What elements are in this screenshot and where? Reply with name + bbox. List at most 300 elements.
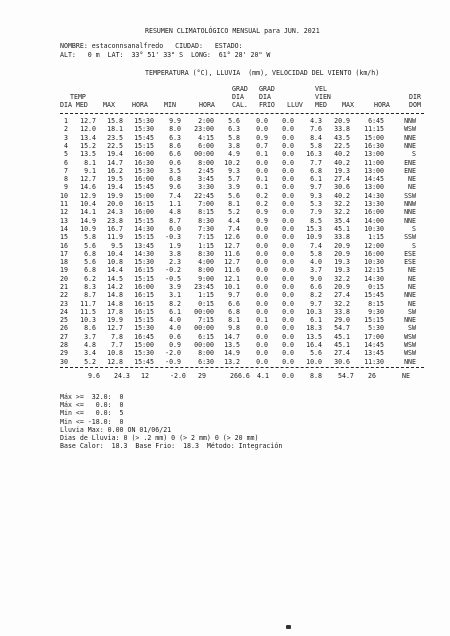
cell-grad-dia-cal: 8.1 bbox=[228, 200, 240, 209]
cell-dir-dom: WSW bbox=[404, 125, 416, 134]
cell-lluvia: 0.0 bbox=[282, 125, 294, 134]
cell-day: 5 bbox=[64, 150, 68, 159]
cell-hora-min: 6:15 bbox=[198, 332, 214, 341]
cell-grad-dia-cal: 5.8 bbox=[228, 133, 240, 142]
cell-dir-dom: S bbox=[412, 241, 416, 250]
cell-grad-dia-frio: 0.0 bbox=[256, 224, 268, 233]
cell-vel-max: 32.2 bbox=[334, 200, 350, 209]
cell-hora-vel-max: 13:00 bbox=[364, 150, 384, 159]
cell-temp-med: 9.1 bbox=[84, 166, 96, 175]
cell-lluvia: 0.0 bbox=[282, 241, 294, 250]
cell-temp-med: 5.6 bbox=[84, 258, 96, 267]
cell-temp-max: 17.8 bbox=[107, 307, 123, 316]
cell-dir-dom: NNE bbox=[404, 357, 416, 366]
cell-day: 18 bbox=[60, 258, 68, 267]
cell-hora-max: 15:15 bbox=[134, 216, 154, 225]
cell-vel-max: 32.2 bbox=[334, 274, 350, 283]
cell-hora-max: 15:15 bbox=[134, 233, 154, 242]
cell-temp-max: 14.7 bbox=[107, 158, 123, 167]
report-title: RESUMEN CLIMATOLÓGICO MENSUAL para JUN. 2021 bbox=[145, 27, 320, 35]
cell-hora-min: 8:00 bbox=[198, 158, 214, 167]
cell-temp-max: 19.4 bbox=[107, 150, 123, 159]
cell-temp-med: 13.4 bbox=[80, 133, 96, 142]
cell-hora-max: 15:45 bbox=[134, 183, 154, 192]
cell-temp-med: 12.0 bbox=[80, 125, 96, 134]
table-row bbox=[60, 142, 416, 150]
cell-hora-max: 15:30 bbox=[134, 117, 154, 126]
cell-temp-max: 16.7 bbox=[107, 224, 123, 233]
cell-hora-max: 14:30 bbox=[134, 224, 154, 233]
total-vel-max: 54.7 bbox=[338, 372, 354, 380]
cell-lluvia: 0.0 bbox=[282, 282, 294, 291]
cell-temp-min: 3.1 bbox=[169, 291, 181, 300]
cell-hora-max: 16:30 bbox=[134, 158, 154, 167]
cell-vel-max: 27.4 bbox=[334, 349, 350, 358]
table-row bbox=[60, 308, 416, 316]
cell-grad-dia-cal: 9.7 bbox=[228, 291, 240, 300]
cell-vel-max: 33.8 bbox=[334, 307, 350, 316]
cell-temp-min: 7.4 bbox=[169, 191, 181, 200]
cell-hora-min: 4:00 bbox=[198, 258, 214, 267]
cell-grad-dia-cal: 8.1 bbox=[228, 316, 240, 325]
cell-vel-vien-med: 9.3 bbox=[310, 191, 322, 200]
cell-hora-max: 15:30 bbox=[134, 258, 154, 267]
cell-grad-dia-cal: 14.9 bbox=[224, 349, 240, 358]
cell-temp-max: 14.2 bbox=[107, 282, 123, 291]
cell-vel-vien-med: 13.5 bbox=[306, 332, 322, 341]
table-row bbox=[60, 200, 416, 208]
cell-temp-med: 12.7 bbox=[80, 117, 96, 126]
cell-temp-max: 20.0 bbox=[107, 200, 123, 209]
cell-hora-max: 15:15 bbox=[134, 274, 154, 283]
cell-temp-med: 10.9 bbox=[80, 224, 96, 233]
cell-temp-med: 5.8 bbox=[84, 233, 96, 242]
cell-dir-dom: SSW bbox=[404, 233, 416, 242]
cell-hora-vel-max: 8:15 bbox=[368, 299, 384, 308]
cell-vel-max: 30.6 bbox=[334, 357, 350, 366]
cell-lluvia: 0.0 bbox=[282, 291, 294, 300]
table-row bbox=[60, 233, 416, 241]
cell-hora-max: 15:15 bbox=[134, 141, 154, 150]
cell-hora-min: 7:15 bbox=[198, 233, 214, 242]
cell-day: 4 bbox=[64, 141, 68, 150]
cell-vel-vien-med: 7.9 bbox=[310, 208, 322, 217]
cell-dir-dom: ENE bbox=[404, 158, 416, 167]
cell-hora-vel-max: 11:15 bbox=[364, 125, 384, 134]
cell-hora-vel-max: 14:00 bbox=[364, 216, 384, 225]
cell-day: 7 bbox=[64, 166, 68, 175]
cell-temp-med: 5.2 bbox=[84, 357, 96, 366]
header-max-wind: MAX bbox=[342, 101, 354, 109]
cell-temp-med: 12.9 bbox=[80, 191, 96, 200]
cell-hora-min: 4:15 bbox=[198, 133, 214, 142]
cell-temp-max: 14.5 bbox=[107, 274, 123, 283]
cell-temp-min: 8.0 bbox=[169, 125, 181, 134]
cell-day: 10 bbox=[60, 191, 68, 200]
cell-lluvia: 0.0 bbox=[282, 191, 294, 200]
cell-hora-vel-max: 13:45 bbox=[364, 349, 384, 358]
cell-temp-max: 19.4 bbox=[107, 183, 123, 192]
cell-dir-dom: WSW bbox=[404, 341, 416, 350]
cell-hora-vel-max: 12:00 bbox=[364, 241, 384, 250]
cell-day: 29 bbox=[60, 349, 68, 358]
table-row bbox=[60, 158, 416, 166]
cell-hora-min: 1:15 bbox=[198, 241, 214, 250]
cell-temp-min: 8.7 bbox=[169, 216, 181, 225]
cell-vel-max: 40.2 bbox=[334, 158, 350, 167]
stat-line: Min <= -18.0: 0 bbox=[60, 417, 124, 426]
cell-vel-vien-med: 18.3 bbox=[306, 324, 322, 333]
cell-dir-dom: NE bbox=[408, 274, 416, 283]
cell-grad-dia-frio: 0.0 bbox=[256, 266, 268, 275]
cell-temp-med: 8.7 bbox=[84, 291, 96, 300]
cell-hora-max: 16:00 bbox=[134, 150, 154, 159]
cell-temp-max: 18.1 bbox=[107, 125, 123, 134]
cell-grad-dia-frio: 0.9 bbox=[256, 133, 268, 142]
table-row bbox=[60, 341, 416, 349]
cell-dir-dom: S bbox=[412, 224, 416, 233]
cell-vel-max: 40.2 bbox=[334, 191, 350, 200]
cell-hora-max: 15:45 bbox=[134, 133, 154, 142]
cell-vel-max: 33.8 bbox=[334, 125, 350, 134]
cell-temp-min: 4.8 bbox=[169, 208, 181, 217]
cell-lluvia: 0.0 bbox=[282, 332, 294, 341]
cell-temp-max: 10.8 bbox=[107, 349, 123, 358]
totals-divider bbox=[60, 367, 424, 368]
cell-temp-min: 3.9 bbox=[169, 282, 181, 291]
cell-lluvia: 0.0 bbox=[282, 158, 294, 167]
cell-vel-max: 30.6 bbox=[334, 183, 350, 192]
stat-line: Máx >= 32.0: 0 bbox=[60, 393, 124, 401]
table-row bbox=[60, 300, 416, 308]
cell-hora-min: 6:00 bbox=[198, 141, 214, 150]
total-temp-min: -2.0 bbox=[170, 372, 186, 380]
cell-hora-vel-max: 13:00 bbox=[364, 166, 384, 175]
cell-vel-max: 19.3 bbox=[334, 266, 350, 275]
cell-hora-max: 16:00 bbox=[134, 282, 154, 291]
cell-vel-max: 40.2 bbox=[334, 150, 350, 159]
total-dir-dom: NE bbox=[402, 372, 410, 380]
cell-lluvia: 0.0 bbox=[282, 258, 294, 267]
cell-temp-max: 23.5 bbox=[107, 133, 123, 142]
cell-hora-vel-max: 11:00 bbox=[364, 158, 384, 167]
cell-hora-min: 22:45 bbox=[194, 191, 214, 200]
cell-hora-min: 3:45 bbox=[198, 175, 214, 184]
cell-hora-min: 7:30 bbox=[198, 224, 214, 233]
stat-line: Dias de Lluvia: 0 (> .2 mm) 0 (> 2 mm) 0 (> 20 mm) bbox=[60, 433, 259, 442]
table-header bbox=[60, 86, 424, 112]
cell-lluvia: 0.0 bbox=[282, 183, 294, 192]
cell-grad-dia-cal: 5.2 bbox=[228, 208, 240, 217]
cell-hora-vel-max: 15:15 bbox=[364, 316, 384, 325]
cell-lluvia: 0.0 bbox=[282, 216, 294, 225]
cell-day: 14 bbox=[60, 224, 68, 233]
cell-day: 22 bbox=[60, 291, 68, 300]
cell-temp-med: 5.6 bbox=[84, 241, 96, 250]
cell-grad-dia-frio: 0.2 bbox=[256, 191, 268, 200]
table-row bbox=[60, 324, 416, 332]
cell-temp-med: 15.2 bbox=[80, 141, 96, 150]
cell-vel-vien-med: 7.4 bbox=[310, 241, 322, 250]
total-grad-dia-cal: 266.6 bbox=[230, 372, 250, 380]
cell-temp-max: 16.2 bbox=[107, 166, 123, 175]
cell-grad-dia-cal: 12.1 bbox=[224, 274, 240, 283]
cell-hora-max: 16:15 bbox=[134, 200, 154, 209]
cell-day: 8 bbox=[64, 175, 68, 184]
cell-temp-med: 4.8 bbox=[84, 341, 96, 350]
cell-lluvia: 0.0 bbox=[282, 341, 294, 350]
cell-grad-dia-cal: 5.6 bbox=[228, 191, 240, 200]
cell-hora-min: 3:30 bbox=[198, 183, 214, 192]
cell-hora-min: 1:15 bbox=[198, 291, 214, 300]
cell-lluvia: 0.0 bbox=[282, 357, 294, 366]
cell-lluvia: 0.0 bbox=[282, 117, 294, 126]
table-row bbox=[60, 192, 416, 200]
cell-vel-max: 20.9 bbox=[334, 282, 350, 291]
units-line: TEMPERATURA (°C), LLUVIA (mm), VELOCIDAD DEL VIENTO (km/h) bbox=[145, 69, 380, 77]
cell-grad-dia-cal: 12.6 bbox=[224, 233, 240, 242]
cell-temp-min: 0.9 bbox=[169, 341, 181, 350]
cell-temp-med: 6.2 bbox=[84, 274, 96, 283]
cell-vel-max: 33.8 bbox=[334, 233, 350, 242]
cell-vel-vien-med: 16.4 bbox=[306, 341, 322, 350]
cell-hora-max: 16:00 bbox=[134, 175, 154, 184]
cell-day: 2 bbox=[64, 125, 68, 134]
cell-hora-vel-max: 14:30 bbox=[364, 191, 384, 200]
header-temp: TEMP bbox=[70, 93, 86, 101]
cell-hora-min: 00:00 bbox=[194, 150, 214, 159]
cell-vel-vien-med: 7.6 bbox=[310, 125, 322, 134]
cell-temp-min: 2.3 bbox=[169, 258, 181, 267]
cell-hora-max: 15:15 bbox=[134, 316, 154, 325]
cell-day: 1 bbox=[64, 117, 68, 126]
cell-hora-vel-max: 17:00 bbox=[364, 332, 384, 341]
cell-vel-max: 54.7 bbox=[334, 324, 350, 333]
cell-temp-max: 7.8 bbox=[111, 332, 123, 341]
cell-grad-dia-frio: 0.0 bbox=[256, 291, 268, 300]
cell-hora-min: 00:00 bbox=[194, 341, 214, 350]
cell-hora-vel-max: 1:15 bbox=[368, 233, 384, 242]
cell-vel-vien-med: 6.1 bbox=[310, 175, 322, 184]
cell-temp-min: 4.0 bbox=[169, 316, 181, 325]
cell-temp-max: 11.9 bbox=[107, 233, 123, 242]
cell-vel-vien-med: 3.7 bbox=[310, 266, 322, 275]
cell-temp-min: 6.8 bbox=[169, 175, 181, 184]
cell-hora-max: 15:45 bbox=[134, 357, 154, 366]
summary-stats bbox=[60, 393, 282, 450]
cell-dir-dom: WSW bbox=[404, 349, 416, 358]
cell-temp-med: 12.7 bbox=[80, 175, 96, 184]
cell-temp-min: -0.5 bbox=[165, 274, 181, 283]
cell-day: 19 bbox=[60, 266, 68, 275]
cell-grad-dia-cal: 4.4 bbox=[228, 216, 240, 225]
cell-hora-vel-max: 13:30 bbox=[364, 200, 384, 209]
cell-day: 11 bbox=[60, 200, 68, 209]
cell-temp-min: 1.9 bbox=[169, 241, 181, 250]
cell-temp-min: 9.6 bbox=[169, 183, 181, 192]
total-temp-max: 24.3 bbox=[114, 372, 130, 380]
cell-dir-dom: SSW bbox=[404, 191, 416, 200]
cell-temp-max: 19.9 bbox=[107, 191, 123, 200]
cell-dir-dom: NNE bbox=[404, 291, 416, 300]
cell-temp-min: -0.2 bbox=[165, 266, 181, 275]
cell-temp-max: 19.5 bbox=[107, 175, 123, 184]
cell-hora-vel-max: 5:30 bbox=[368, 324, 384, 333]
cell-grad-dia-frio: 0.1 bbox=[256, 183, 268, 192]
cell-temp-max: 7.7 bbox=[111, 341, 123, 350]
cell-temp-med: 6.8 bbox=[84, 266, 96, 275]
cell-temp-max: 22.5 bbox=[107, 141, 123, 150]
cell-vel-vien-med: 15.3 bbox=[306, 224, 322, 233]
cell-temp-min: 0.6 bbox=[169, 332, 181, 341]
cell-temp-max: 24.3 bbox=[107, 208, 123, 217]
scan-mark bbox=[286, 625, 291, 629]
cell-hora-vel-max: 14:30 bbox=[364, 274, 384, 283]
cell-hora-min: 8:00 bbox=[198, 349, 214, 358]
cell-grad-dia-frio: 0.0 bbox=[256, 341, 268, 350]
cell-lluvia: 0.0 bbox=[282, 133, 294, 142]
cell-temp-med: 11.5 bbox=[80, 307, 96, 316]
cell-hora-max: 14:30 bbox=[134, 249, 154, 258]
table-row bbox=[60, 258, 416, 266]
cell-day: 16 bbox=[60, 241, 68, 250]
cell-grad-dia-frio: 0.9 bbox=[256, 208, 268, 217]
cell-vel-max: 45.1 bbox=[334, 341, 350, 350]
cell-temp-max: 19.9 bbox=[107, 316, 123, 325]
cell-grad-dia-frio: 0.0 bbox=[256, 282, 268, 291]
cell-lluvia: 0.0 bbox=[282, 349, 294, 358]
cell-grad-dia-cal: 5.7 bbox=[228, 175, 240, 184]
cell-hora-vel-max: 16:00 bbox=[364, 249, 384, 258]
cell-temp-max: 23.8 bbox=[107, 216, 123, 225]
table-row bbox=[60, 266, 416, 274]
cell-hora-vel-max: 12:15 bbox=[364, 266, 384, 275]
cell-hora-min: 6:30 bbox=[198, 357, 214, 366]
table-row bbox=[60, 283, 416, 291]
cell-grad-dia-cal: 12.7 bbox=[224, 241, 240, 250]
cell-grad-dia-cal: 6.6 bbox=[228, 299, 240, 308]
cell-day: 26 bbox=[60, 324, 68, 333]
cell-grad-dia-cal: 11.6 bbox=[224, 266, 240, 275]
cell-grad-dia-frio: 0.7 bbox=[256, 141, 268, 150]
cell-hora-vel-max: 10:30 bbox=[364, 224, 384, 233]
cell-hora-min: 23:45 bbox=[194, 282, 214, 291]
cell-temp-min: 9.9 bbox=[169, 117, 181, 126]
cell-vel-max: 32.2 bbox=[334, 299, 350, 308]
stat-line: Lluvia Max: 0.00 ON 01/06/21 bbox=[60, 425, 172, 434]
cell-lluvia: 0.0 bbox=[282, 249, 294, 258]
cell-grad-dia-cal: 5.6 bbox=[228, 117, 240, 126]
cell-hora-min: 2:00 bbox=[198, 117, 214, 126]
cell-vel-max: 19.3 bbox=[334, 166, 350, 175]
cell-grad-dia-frio: 0.0 bbox=[256, 117, 268, 126]
header-dia-med: DIA MED bbox=[60, 101, 88, 109]
cell-temp-min: 6.0 bbox=[169, 224, 181, 233]
cell-grad-dia-frio: 0.0 bbox=[256, 332, 268, 341]
cell-vel-vien-med: 5.8 bbox=[310, 249, 322, 258]
cell-hora-max: 15:00 bbox=[134, 191, 154, 200]
cell-day: 3 bbox=[64, 133, 68, 142]
cell-temp-med: 11.7 bbox=[80, 299, 96, 308]
cell-temp-min: 8.6 bbox=[169, 141, 181, 150]
cell-lluvia: 0.0 bbox=[282, 208, 294, 217]
cell-temp-min: 3.5 bbox=[169, 166, 181, 175]
cell-vel-vien-med: 4.3 bbox=[310, 117, 322, 126]
cell-lluvia: 0.0 bbox=[282, 274, 294, 283]
cell-vel-max: 27.4 bbox=[334, 291, 350, 300]
cell-grad-dia-cal: 11.6 bbox=[224, 249, 240, 258]
cell-day: 23 bbox=[60, 299, 68, 308]
cell-hora-vel-max: 15:45 bbox=[364, 291, 384, 300]
cell-day: 25 bbox=[60, 316, 68, 325]
cell-day: 24 bbox=[60, 307, 68, 316]
cell-dir-dom: ENE bbox=[404, 166, 416, 175]
cell-hora-vel-max: 9:30 bbox=[368, 307, 384, 316]
cell-hora-max: 16:00 bbox=[134, 208, 154, 217]
cell-grad-dia-cal: 14.7 bbox=[224, 332, 240, 341]
cell-dir-dom: ESE bbox=[404, 258, 416, 267]
cell-day: 9 bbox=[64, 183, 68, 192]
cell-grad-dia-frio: 0.0 bbox=[256, 299, 268, 308]
cell-day: 12 bbox=[60, 208, 68, 217]
cell-lluvia: 0.0 bbox=[282, 175, 294, 184]
table-row bbox=[60, 117, 416, 125]
total-hora-min: 29 bbox=[198, 372, 206, 380]
cell-grad-dia-cal: 10.2 bbox=[224, 158, 240, 167]
cell-hora-min: 2:45 bbox=[198, 166, 214, 175]
header-hora-min: HORA bbox=[199, 101, 215, 109]
cell-dir-dom: NNE bbox=[404, 208, 416, 217]
cell-dir-dom: NE bbox=[408, 175, 416, 184]
cell-hora-vel-max: 16:30 bbox=[364, 141, 384, 150]
cell-vel-vien-med: 5.8 bbox=[310, 141, 322, 150]
cell-grad-dia-frio: 0.0 bbox=[256, 241, 268, 250]
cell-vel-max: 45.1 bbox=[334, 224, 350, 233]
cell-lluvia: 0.0 bbox=[282, 307, 294, 316]
cell-hora-vel-max: 13:00 bbox=[364, 183, 384, 192]
cell-hora-min: 8:30 bbox=[198, 249, 214, 258]
table-row bbox=[60, 358, 416, 366]
cell-grad-dia-frio: 0.0 bbox=[256, 324, 268, 333]
header-dir-dom: DIR DOM bbox=[409, 93, 421, 110]
cell-temp-med: 14.6 bbox=[80, 183, 96, 192]
table-row bbox=[60, 275, 416, 283]
cell-dir-dom: NNE bbox=[404, 316, 416, 325]
table-row bbox=[60, 333, 416, 341]
stat-line: Base Calor: 18.3 Base Frio: 18.3 Método: Integración bbox=[60, 442, 283, 451]
cell-hora-max: 16:15 bbox=[134, 307, 154, 316]
cell-grad-dia-frio: 0.1 bbox=[256, 150, 268, 159]
daily-data-table bbox=[60, 117, 416, 366]
station-coordinates: ALT: 0 m LAT: 33° 51' 33" S LONG: 61° 28' 20" W bbox=[60, 51, 271, 59]
cell-vel-vien-med: 9.7 bbox=[310, 299, 322, 308]
table-row bbox=[60, 225, 416, 233]
cell-hora-min: 8:15 bbox=[198, 208, 214, 217]
cell-lluvia: 0.0 bbox=[282, 324, 294, 333]
cell-grad-dia-frio: 0.2 bbox=[256, 200, 268, 209]
total-grad-dia-frio: 4.1 bbox=[257, 372, 269, 380]
cell-grad-dia-frio: 0.0 bbox=[256, 258, 268, 267]
cell-dir-dom: NNW bbox=[404, 200, 416, 209]
cell-temp-med: 10.3 bbox=[80, 316, 96, 325]
cell-grad-dia-frio: 0.0 bbox=[256, 357, 268, 366]
cell-vel-max: 20.9 bbox=[334, 117, 350, 126]
table-row bbox=[60, 241, 416, 249]
cell-vel-max: 35.4 bbox=[334, 216, 350, 225]
cell-vel-max: 32.2 bbox=[334, 208, 350, 217]
cell-vel-vien-med: 5.6 bbox=[310, 349, 322, 358]
cell-dir-dom: SW bbox=[408, 324, 416, 333]
